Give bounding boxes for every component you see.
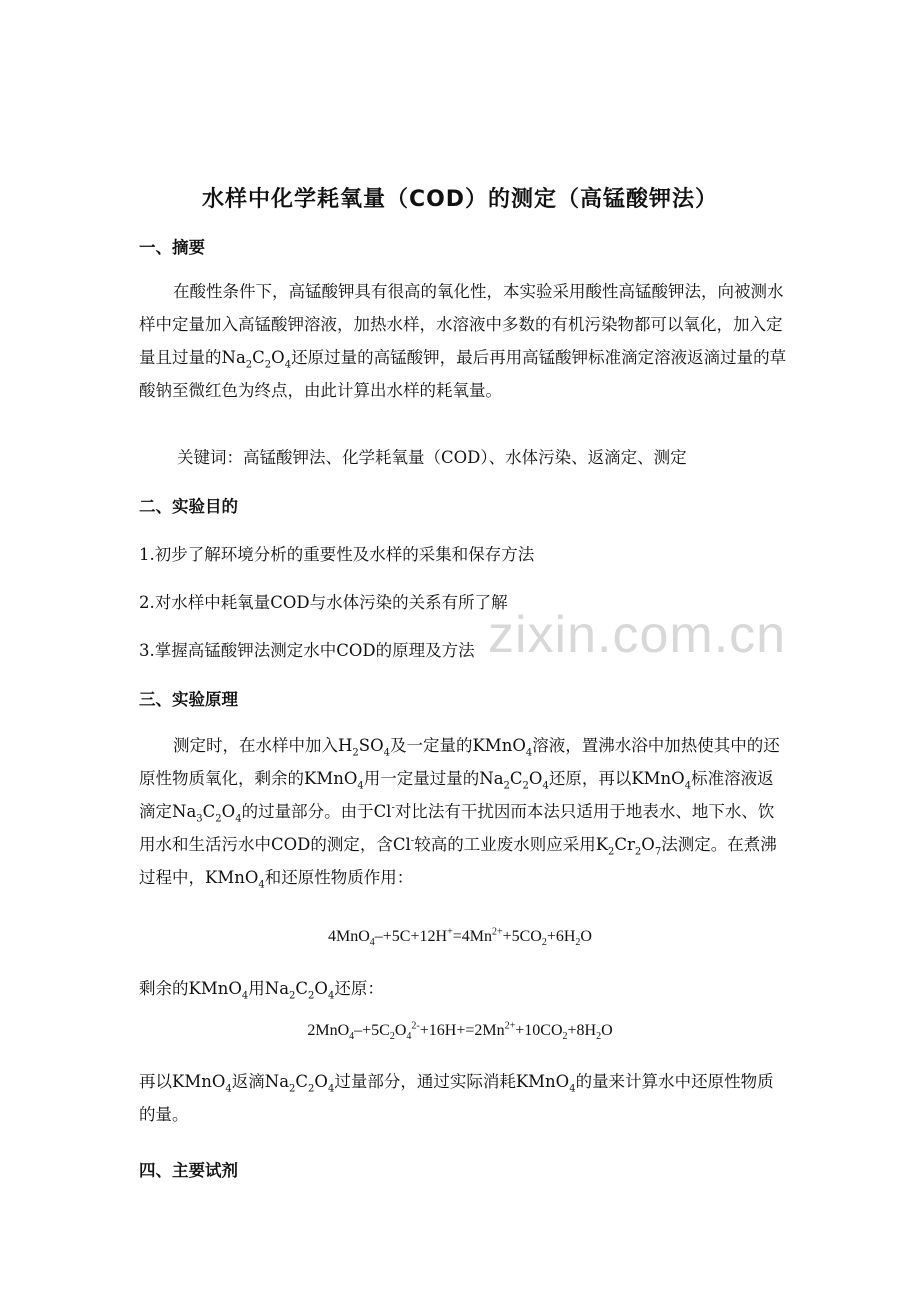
watermark: zixin.com.cn [488, 606, 787, 664]
objective-item-2: 2.对水样中耗氧量COD与水体污染的关系有所了解 [139, 593, 508, 612]
section-heading-abstract: 一、摘要 [139, 238, 205, 257]
formula-kmno4: KMnO$_4$ [188, 979, 249, 1002]
formula-na2c2o4: $Na_2C_2O_4$ [264, 979, 335, 1002]
formula-na2c2o4: $Na_2C_2O_4$ [221, 348, 292, 371]
keywords-line: 关键词：高锰酸钾法、化学耗氧量（COD）、水体污染、返滴定、测定 [177, 448, 687, 467]
remain-line: 剩余的KMnO$_4$用$Na_2C_2O_4$还原： [139, 979, 384, 1002]
formula-kmno4: KMnO$_4$ [304, 769, 364, 792]
equation-2: $2MnO_4-+5C_2O_4^{2-}+16H+=2Mn^{2+}+10CO_2+8H_2O$ [307, 1020, 613, 1043]
formula-h2so4: $H_2SO_4$ [338, 736, 390, 759]
formula-kmno4: KMnO$_4$ [205, 868, 265, 891]
formula-na2c2o4: $Na_2C_2O_4$ [264, 1072, 335, 1095]
formula-kmno4: KMnO$_4$ [172, 1072, 232, 1095]
abstract-paragraph: 在酸性条件下，高锰酸钾具有很高的氧化性，本实验采用酸性高锰酸钾法，向被测水样中定量加入高锰酸钾溶液，加热水样，水溶液中多数的有机污染物都可以氧化，加入定量且过量的$Na_2C_2O_4$还原过量的高锰酸钾，最后再用高锰酸钾标准滴定溶液返滴过量的草酸钠至微红色为终点，由此计算出水样的耗氧量。 [139, 282, 787, 400]
formula-k2cr2o7: $K_2Cr_2O_7$ [595, 835, 662, 858]
formula-kmno4: KMnO$_4$ [631, 769, 692, 792]
section-heading-principle: 三、实验原理 [139, 690, 238, 709]
objective-item-1: 1.初步了解环境分析的重要性及水样的采集和保存方法 [139, 545, 535, 564]
objective-item-3: 3.掌握高锰酸钾法测定水中COD的原理及方法 [139, 641, 475, 660]
formula-na3c2o4: $Na_3C_2O_4$ [172, 802, 242, 825]
section-heading-objectives: 二、实验目的 [139, 497, 238, 516]
formula-kmno4: KMnO$_4$ [515, 1072, 576, 1095]
final-paragraph: 再以KMnO$_4$返滴$Na_2C_2O_4$过量部分，通过实际消耗KMnO$_4$的量来计算水中还原性物质的量。 [139, 1072, 774, 1124]
formula-na2c2o4: $Na_2C_2O_4$ [479, 769, 549, 792]
section-heading-reagents: 四、主要试剂 [139, 1161, 238, 1180]
principle-paragraph: 测定时，在水样中加入$H_2SO_4$及一定量的KMnO$_4$溶液，置沸水浴中加热使其中的还原性物质氧化，剩余的KMnO$_4$用一定量过量的$Na_2C_2O_4$还原，再以KMnO$_4$标准溶液返滴定$Na_3C_2O_4$的过量部分。由于Cl-对比法有干扰因而本法只适用于地表水、地下水、饮用水和生活污水中COD的测定，含Cl-较高的工业废水则应采用$K_2Cr_2O_7$法测定。在煮沸过程中，KMnO$_4$和还原性物质作用： [139, 736, 780, 891]
formula-kmno4: KMnO$_4$ [472, 736, 533, 759]
document-title: 水样中化学耗氧量（COD）的测定（高锰酸钾法） [201, 187, 719, 212]
equation-1: $4MnO_4-+5C+12H^+=4Mn^{2+}+5CO_2+6H_2O$ [328, 926, 592, 949]
